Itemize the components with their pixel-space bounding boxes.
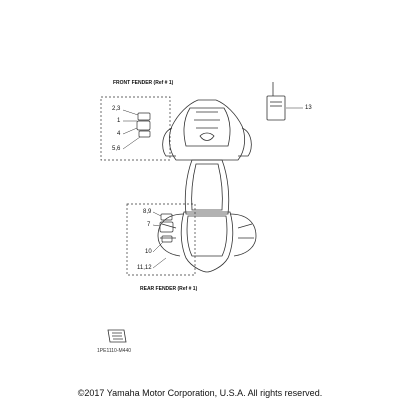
diagram-code: 1PE1110-M440	[97, 348, 132, 354]
callout-11-12: 11,12	[137, 265, 152, 271]
callout-5-6: 5,6	[112, 146, 121, 152]
callout-2-3: 2,3	[112, 106, 121, 112]
callout-4: 4	[117, 131, 121, 137]
callout-10: 10	[145, 249, 152, 255]
atv-body	[158, 100, 256, 272]
diagram-code-icon	[108, 330, 126, 342]
front-fender-header: FRONT FENDER (Ref # 1)	[113, 80, 174, 86]
hang-tag-part	[267, 82, 285, 120]
callout-13: 13	[305, 105, 312, 111]
callout-8-9: 8,9	[143, 209, 152, 215]
front-decal-parts	[137, 113, 150, 137]
callout-1: 1	[117, 118, 121, 124]
callout-7: 7	[147, 222, 151, 228]
rear-fender-header: REAR FENDER (Ref # 1)	[140, 286, 198, 292]
copyright-notice: ©2017 Yamaha Motor Corporation, U.S.A. All rights reserved.	[77, 388, 323, 398]
